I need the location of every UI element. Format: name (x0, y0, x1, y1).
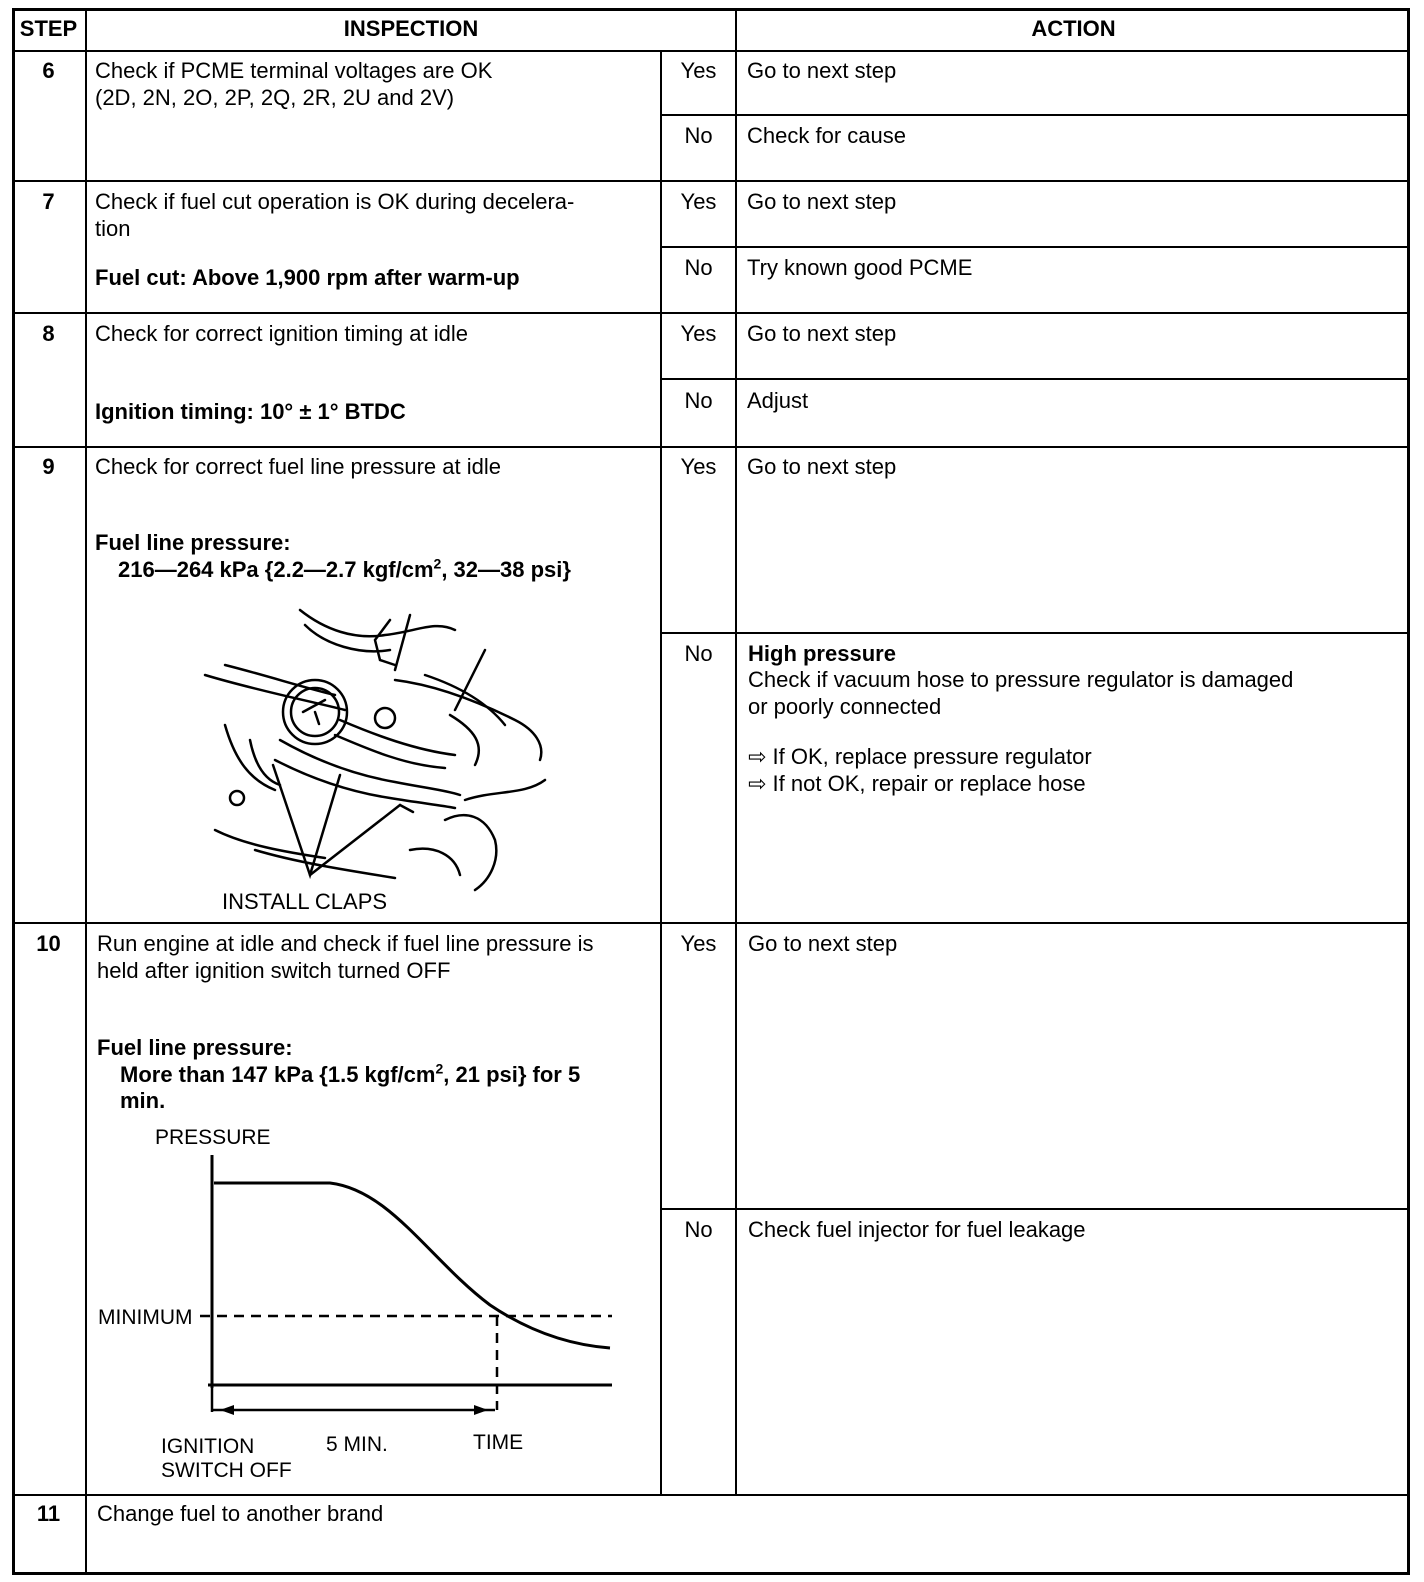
spec-text: Fuel cut: Above 1,900 rpm after warm-up (95, 265, 520, 290)
yes-label: Yes (680, 58, 717, 83)
action-text: Go to next step (747, 454, 897, 479)
yes-label: Yes (680, 931, 717, 956)
no-label: No (684, 388, 713, 413)
action-text: or poorly connected (748, 694, 942, 719)
inspection-text: Check for correct ignition timing at idle (95, 321, 468, 346)
action-text: Adjust (747, 388, 809, 413)
action-text: Check fuel injector for fuel leakage (748, 1217, 1086, 1242)
header-inspection: INSPECTION (343, 16, 479, 41)
inspection-text: tion (95, 216, 131, 241)
action-text: Check if vacuum hose to pressure regulator is damaged (748, 667, 1294, 692)
step-number: 7 (42, 189, 55, 214)
action-bullet: ⇨ If OK, replace pressure regulator (748, 744, 1092, 769)
graph-x-label-2: SWITCH OFF (161, 1459, 292, 1482)
no-label: No (684, 123, 713, 148)
step-number: 10 (36, 931, 61, 956)
yes-label: Yes (680, 321, 717, 346)
graph-time-label: TIME (473, 1431, 524, 1454)
pressure-graph (90, 1120, 650, 1490)
arrow-right-icon: ⇨ (748, 771, 773, 796)
spec-value: min. (120, 1088, 166, 1113)
yes-label: Yes (680, 189, 717, 214)
spec-title: Fuel line pressure: (97, 1035, 293, 1060)
no-label: No (684, 1217, 713, 1242)
header-step: STEP (19, 16, 78, 41)
spec-title: Fuel line pressure: (95, 530, 291, 555)
action-text: Check for cause (747, 123, 906, 148)
divider (735, 8, 737, 1494)
divider (12, 1494, 1410, 1496)
spec-text: Ignition timing: 10° ± 1° BTDC (95, 399, 406, 424)
divider (12, 312, 1410, 314)
inspection-text: Check if PCME terminal voltages are OK (95, 58, 493, 83)
graph-x-label-1: IGNITION (161, 1435, 255, 1458)
action-text: Go to next step (748, 931, 898, 956)
figure-caption: INSTALL CLAPS (222, 889, 388, 914)
graph-y-label: PRESSURE (155, 1126, 271, 1149)
divider (12, 50, 1410, 52)
inspection-text: Check if fuel cut operation is OK during decelera- (95, 189, 575, 214)
header-action: ACTION (1031, 16, 1116, 41)
action-text: Try known good PCME (747, 255, 973, 280)
action-title: High pressure (748, 641, 896, 666)
spec-value: More than 147 kPa {1.5 kgf/$cm^2$, 21 psi} for 5 (120, 1060, 581, 1087)
inspection-text: held after ignition switch turned OFF (97, 958, 451, 983)
step-number: 11 (36, 1501, 61, 1526)
divider (12, 446, 1410, 448)
graph-min-label: MINIMUM (98, 1306, 193, 1329)
fuel-gauge-illustration (195, 600, 565, 900)
no-label: No (684, 255, 713, 280)
action-text: Go to next step (747, 58, 897, 83)
inspection-text: Change fuel to another brand (97, 1501, 384, 1526)
inspection-text: (2D, 2N, 2O, 2P, 2Q, 2R, 2U and 2V) (95, 85, 455, 110)
divider (660, 114, 1410, 116)
step-number: 9 (42, 454, 55, 479)
divider (660, 246, 1410, 248)
divider (660, 632, 1410, 634)
action-text: Go to next step (747, 189, 897, 214)
divider (660, 378, 1410, 380)
step-number: 8 (42, 321, 55, 346)
divider (660, 1208, 1410, 1210)
no-label: No (684, 641, 713, 666)
inspection-text: Check for correct fuel line pressure at idle (95, 454, 501, 479)
yes-label: Yes (680, 454, 717, 479)
step-number: 6 (42, 58, 55, 83)
arrow-right-icon: ⇨ (748, 744, 773, 769)
action-bullet: ⇨ If not OK, repair or replace hose (748, 771, 1086, 796)
graph-duration-label: 5 MIN. (326, 1433, 388, 1456)
divider (12, 922, 1410, 924)
action-text: Go to next step (747, 321, 897, 346)
divider (85, 8, 87, 1575)
divider (12, 180, 1410, 182)
inspection-text: Run engine at idle and check if fuel line pressure is (97, 931, 594, 956)
spec-value: 216—264 kPa {2.2—2.7 kgf/$cm^2$, 32—38 psi} (118, 555, 571, 582)
